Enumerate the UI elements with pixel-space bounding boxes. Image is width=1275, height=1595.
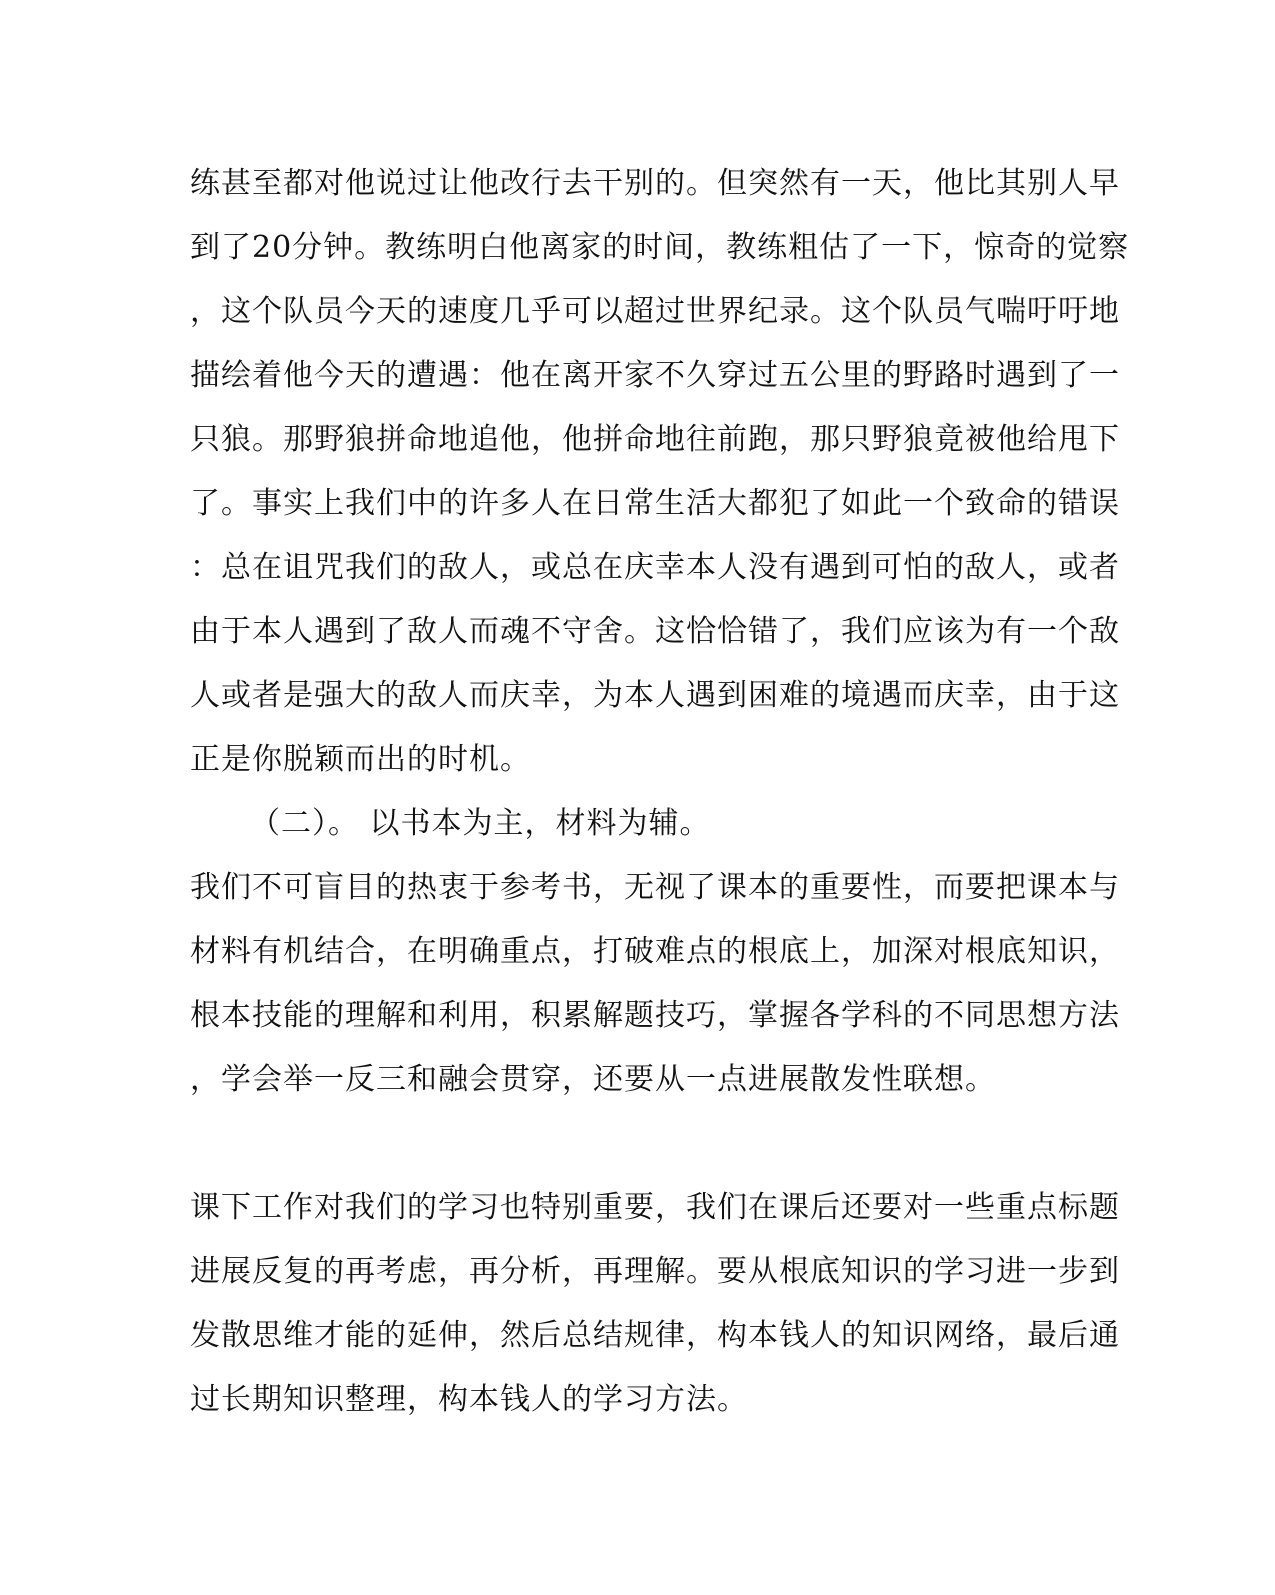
text-line: 正是你脱颖而出的时机。 (190, 742, 531, 777)
text-line: ，这个队员今天的速度几乎可以超过世界纪录。这个队员气喘吁吁地 (190, 294, 1120, 329)
text-line: 材料有机结合，在明确重点，打破难点的根底上，加深对根底知识， (190, 934, 1120, 969)
text-line: ，学会举一反三和融会贯穿，还要从一点进展散发性联想。 (190, 1062, 996, 1097)
text-line: 我们不可盲目的热衷于参考书，无视了课本的重要性，而要把课本与 (190, 870, 1120, 905)
text-line: 到了20分钟。教练明白他离家的时间，教练粗估了一下，惊奇的觉察 (190, 230, 1130, 265)
text-line: 描绘着他今天的遭遇：他在离开家不久穿过五公里的野路时遇到了一 (190, 358, 1120, 393)
text-line: 发散思维才能的延伸，然后总结规律，构本钱人的知识网络，最后通 (190, 1318, 1120, 1353)
text-line: 过长期知识整理，构本钱人的学习方法。 (190, 1382, 748, 1417)
text-line: 课下工作对我们的学习也特别重要，我们在课后还要对一些重点标题 (190, 1190, 1120, 1225)
text-line: 练甚至都对他说过让他改行去干别的。但突然有一天，他比其别人早 (190, 166, 1120, 201)
text-line: 由于本人遇到了敌人而魂不守舍。这恰恰错了，我们应该为有一个敌 (190, 614, 1120, 649)
text-line: ：总在诅咒我们的敌人，或总在庆幸本人没有遇到可怕的敌人，或者 (190, 550, 1120, 585)
text-line: 进展反复的再考虑，再分析，再理解。要从根底知识的学习进一步到 (190, 1254, 1120, 1289)
text-line: 了。事实上我们中的许多人在日常生活大都犯了如此一个致命的错误 (190, 486, 1120, 521)
text-line: 只狼。那野狼拼命地追他，他拼命地往前跑，那只野狼竟被他给甩下 (190, 422, 1120, 457)
section-heading: （二）。 以书本为主，材料为辅。 (250, 806, 711, 841)
text-line: 根本技能的理解和利用，积累解题技巧，掌握各学科的不同思想方法 (190, 998, 1120, 1033)
text-line: 人或者是强大的敌人而庆幸，为本人遇到困难的境遇而庆幸，由于这 (190, 678, 1120, 713)
